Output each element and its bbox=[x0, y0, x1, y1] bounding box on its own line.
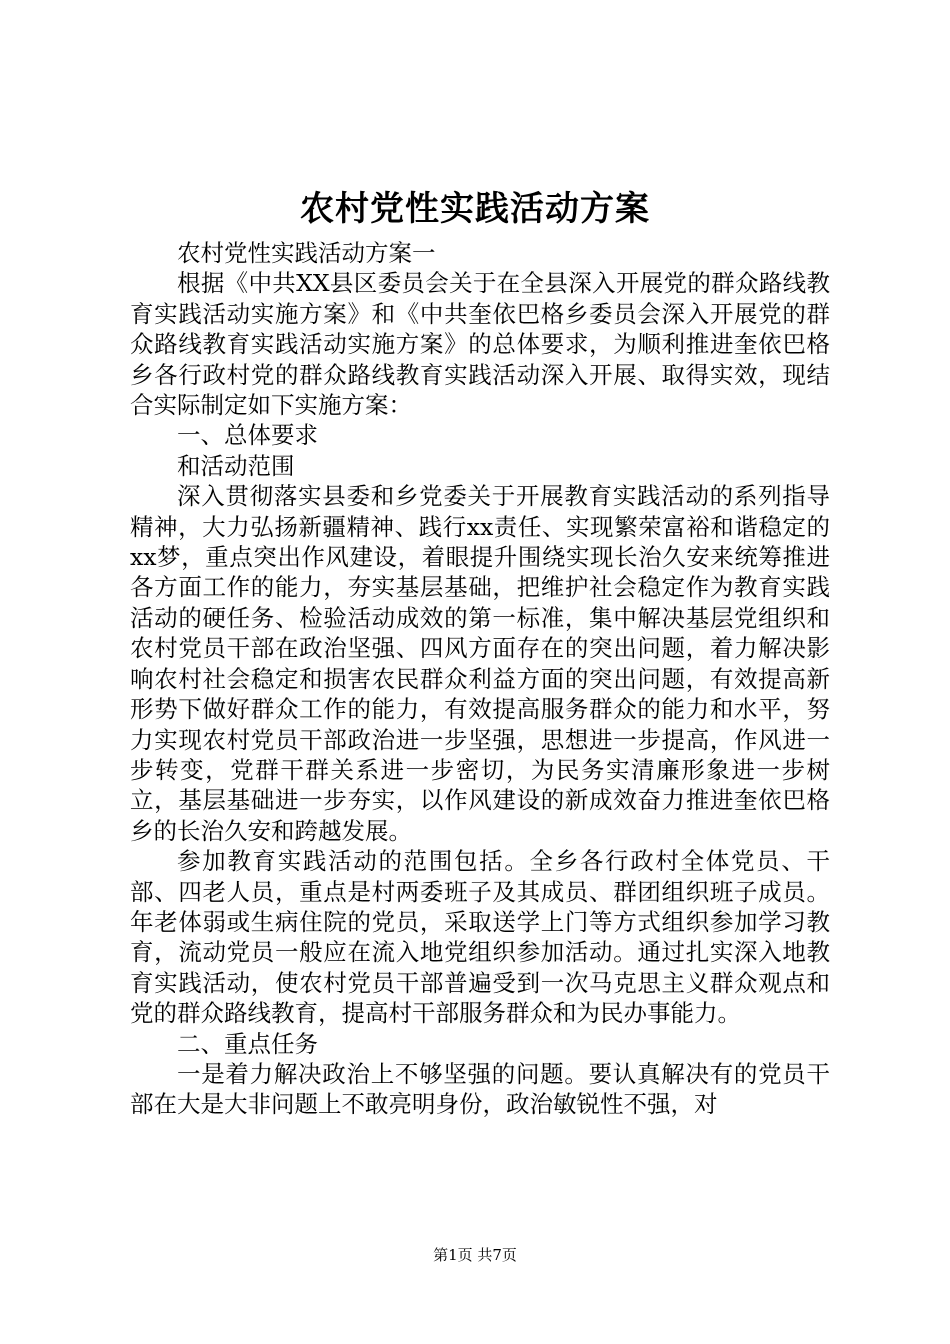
section-heading-1: 一、总体要求 bbox=[177, 421, 318, 450]
section-heading-1-cont: 和活动范围 bbox=[177, 451, 295, 480]
paragraph-subtitle: 农村党性实践活动方案一 bbox=[177, 239, 436, 267]
paragraph-requirements: 深入贯彻落实县委和乡党委关于开展教育实践活动的系列指导精神，大力弘扬新疆精神、践行xx责任、实现繁荣富裕和谐稳定的xx梦，重点突出作风建设，着眼提升围绕实现长治久安来统筹推进各方面工作的能力，夯实基层基础，把维护社会稳定作为教育实践活动的硬任务、检验活动成效的第一标准，集中解决基层党组织和农村党员干部在政治坚强、四风方面存在的突出问题，着力解决影响农村社会稳定和损害农民群众利益方面的突出问题，有效提高新形势下做好群众工作的能力，有效提高服务群众的能力和水平，努力实现农村党员干部政治进一步坚强，思想进一步提高，作风进一步转变，党群干群关系进一步密切，为民务实清廉形象进一步树立，基层基础进一步夯实，以作风建设的新成效奋力推进奎依巴格乡的长治久安和跨越发展。 bbox=[130, 482, 830, 845]
section-heading-2: 二、重点任务 bbox=[177, 1029, 318, 1058]
document-title: 农村党性实践活动方案 bbox=[300, 189, 650, 229]
paragraph-intro: 根据《中共XX县区委员会关于在全县深入开展党的群众路线教育实践活动实施方案》和《中共奎依巴格乡委员会深入开展党的群众路线教育实践活动实施方案》的总体要求，为顺利推进奎依巴格乡各行政村党的群众路线教育实践活动深入开展、取得实效，现结合实际制定如下实施方案： bbox=[130, 269, 830, 420]
paragraph-scope: 参加教育实践活动的范围包括。全乡各行政村全体党员、干部、四老人员，重点是村两委班子及其成员、群团组织班子成员。年老体弱或生病住院的党员，采取送学上门等方式组织参加学习教育，流动党员一般应在流入地党组织参加活动。通过扎实深入地教育实践活动，使农村党员干部普遍受到一次马克思主义群众观点和党的群众路线教育，提高村干部服务群众和为民办事能力。 bbox=[130, 847, 830, 1028]
paragraph-task-1: 一是着力解决政治上不够坚强的问题。要认真解决有的党员干部在大是大非问题上不敢亮明身份，政治敏锐性不强，对 bbox=[130, 1059, 830, 1119]
page-footer: 第1页 共7页 bbox=[433, 1246, 517, 1264]
document-body bbox=[130, 238, 830, 1120]
